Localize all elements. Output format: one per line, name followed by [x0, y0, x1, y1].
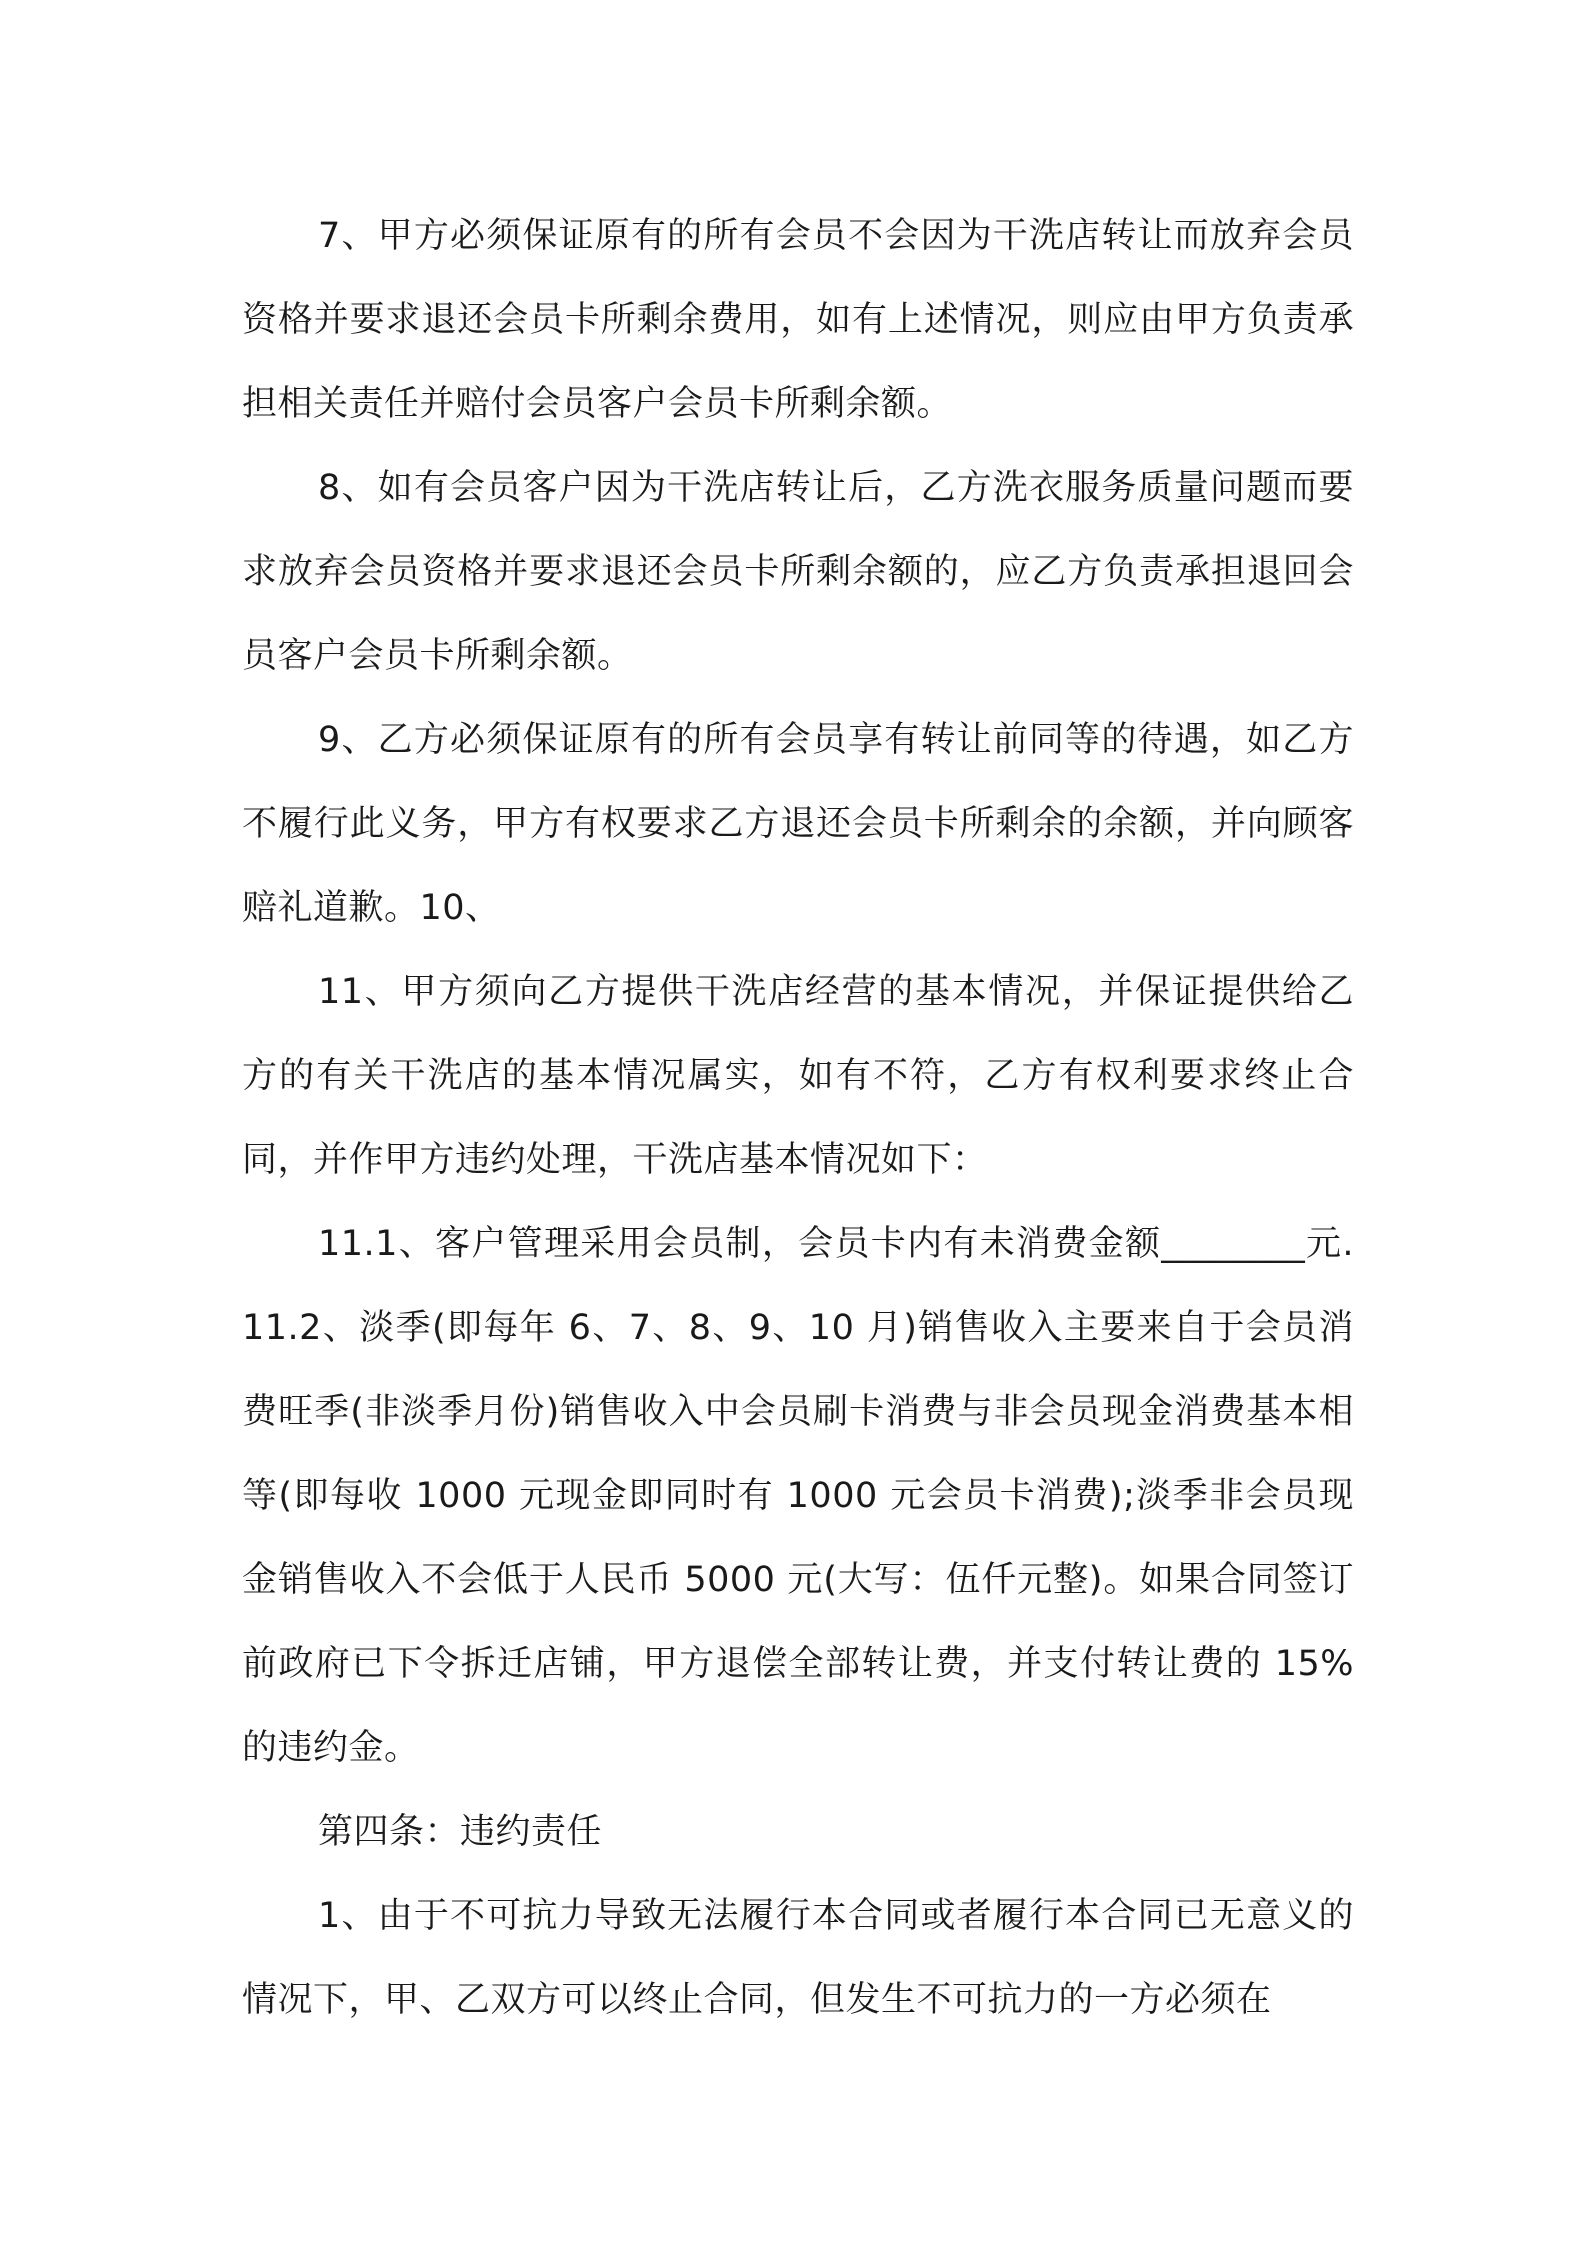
- clause-11-1: 11.1、客户管理采用会员制，会员卡内有未消费金额________元.11.2、淡季(即每年 6、7、8、9、10 月)销售收入主要来自于会员消费旺季(非淡季月份)销售收入中会员刷卡消费与非会员现金消费基本相等(即每收 1000 元现金即同时有 1000 元会员卡消费);淡季非会员现金销售收入不会低于人民币 5000 元(大写：伍仟元整)。如果合同签订前政府已下令拆迁店铺，甲方退偿全部转让费，并支付转让费的 15%的违约金。: [242, 1224, 1354, 1768]
- clause-7: 7、甲方必须保证原有的所有会员不会因为干洗店转让而放弃会员资格并要求退还会员卡所剩余费用，如有上述情况，则应由甲方负责承担相关责任并赔付会员客户会员卡所剩余额。: [242, 216, 1354, 424]
- article-4-clause-1: 1、由于不可抗力导致无法履行本合同或者履行本合同已无意义的情况下，甲、乙双方可以终止合同，但发生不可抗力的一方必须在: [242, 1896, 1354, 2020]
- document-page: [242, 194, 1354, 2042]
- article-4-heading: 第四条：违约责任: [318, 1812, 603, 1852]
- clause-11: 11、甲方须向乙方提供干洗店经营的基本情况，并保证提供给乙方的有关干洗店的基本情况属实，如有不符，乙方有权利要求终止合同，并作甲方违约处理，干洗店基本情况如下：: [242, 972, 1354, 1180]
- clause-9-10: 9、乙方必须保证原有的所有会员享有转让前同等的待遇，如乙方不履行此义务，甲方有权要求乙方退还会员卡所剩余的余额，并向顾客赔礼道歉。10、: [242, 720, 1354, 928]
- clause-8: 8、如有会员客户因为干洗店转让后，乙方洗衣服务质量问题而要求放弃会员资格并要求退还会员卡所剩余额的，应乙方负责承担退回会员客户会员卡所剩余额。: [242, 468, 1354, 676]
